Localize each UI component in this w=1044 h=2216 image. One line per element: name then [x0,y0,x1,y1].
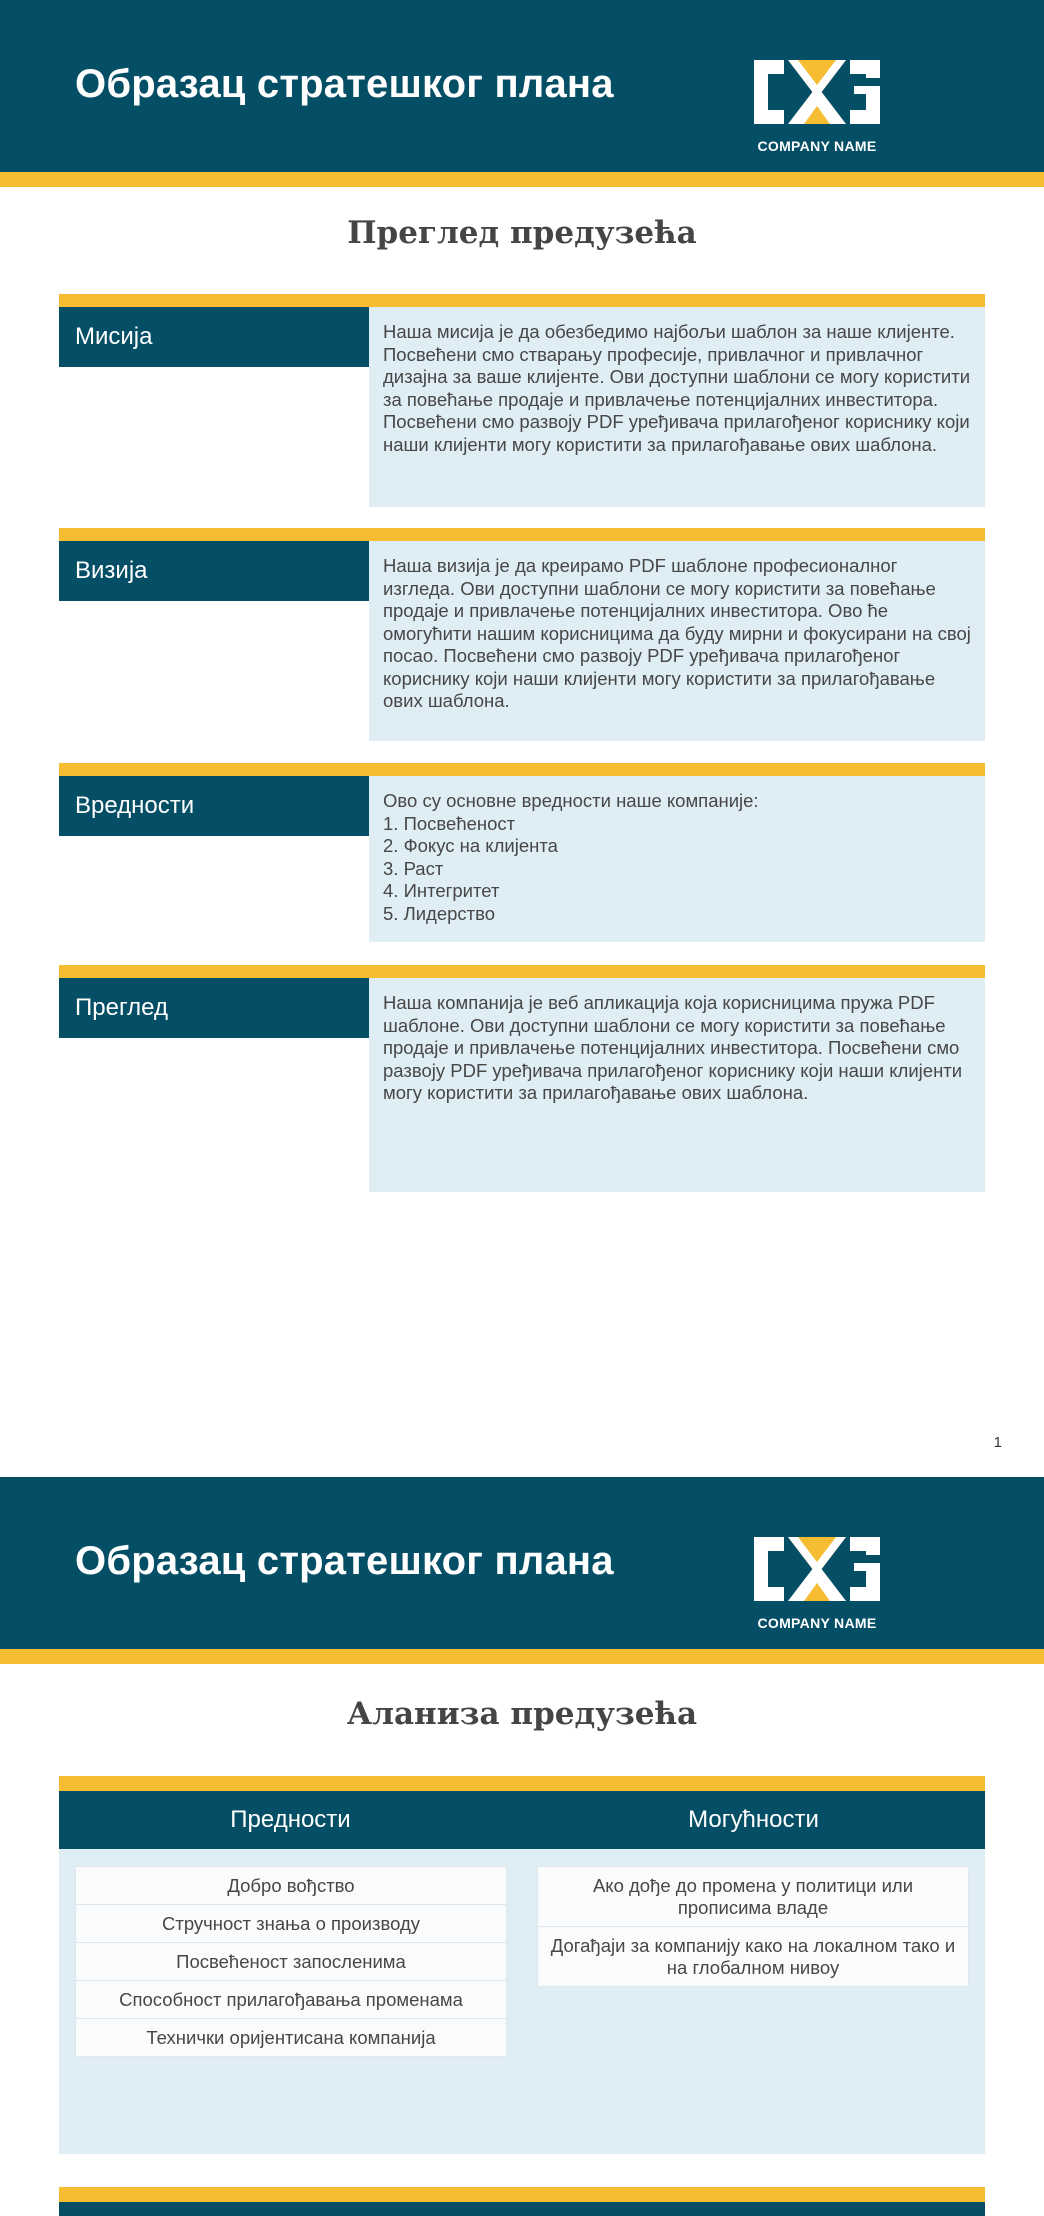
overview-block [59,965,985,1192]
value-item: 5. Лидерство [383,902,496,924]
values-block [59,763,985,942]
document-title: Образац стратешког плана [75,1539,614,1583]
page-header [0,0,1044,172]
swot-block [59,1776,985,2154]
value-item: 4. Интегритет [383,880,500,901]
header-accent-stripe [0,172,1044,187]
page-number: 1 [993,1434,1002,1451]
list-item: Добро вођство [76,1867,506,1905]
list-item: Способност прилагођавања променама [76,1981,506,2019]
logo-company-name: COMPANY NAME [757,1615,877,1631]
header-accent-stripe [0,1649,1044,1664]
section-title: Преглед предузећа [347,215,697,251]
value-item: 3. Раст [383,857,444,879]
strengths-list [75,1866,507,2057]
vision-text: Наша визија је да креирамо PDF шаблоне професионалног изгледа. Ови доступни шаблони се могу користити за повећање продаје и привлачење потенцијалних инвеститора. Ово ће омогућити нашим корисницима да буду мирни и фокусирани на свој посао. Посвећени смо развоју PDF уређивача прилагођеног кориснику који наши клијенти могу користити за прилагођавање ових шаблона. [369,541,985,741]
list-item: Догађаји за компанију како на локалном тако и на глобалном нивоу [550,1935,956,1978]
vision-label: Визија [59,541,369,601]
overview-text: Наша компанија је веб апликација која корисницима пружа PDF шаблоне. Ови доступни шаблони се могу користити за повећање продаје и привлачење потенцијалних инвеститора. Посвећени смо развоју PDF уређивача прилагођеног кориснику који наши клијенти могу користити за прилагођавање ових шаблона. [369,978,985,1192]
block-stripe [59,1776,985,1791]
logo-company-name: COMPANY NAME [757,138,877,154]
company-logo [754,1537,880,1637]
strengths-title: Предности [230,1806,351,1833]
block-stripe [59,294,985,307]
next-block-header [59,2202,985,2216]
document-title: Образац стратешког плана [75,62,614,106]
opportunities-list [537,1866,969,1987]
block-stripe [59,965,985,978]
next-block-stripe [59,2187,985,2202]
list-item: Ако дође до промена у политици или прописима владе [538,1867,968,1927]
block-stripe [59,763,985,776]
block-stripe [59,528,985,541]
page-header [0,1477,1044,1649]
mission-text: Наша мисија је да обезбедимо најбољи шаблон за наше клијенте. Посвећени смо стварању професије, привлачног и привлачног дизајна за ваше клијенте. Ови доступни шаблони се могу користити за повећање продаје и привлачење потенцијалних инвеститора. Посвећени смо развоју PDF уређивача прилагођеног кориснику који наши клијенти могу користити за прилагођавање ових шаблона. [369,307,985,507]
xg-logo-icon [754,60,880,136]
company-logo [754,60,880,160]
list-item: Стручност знања о производу [76,1905,506,1943]
list-item: Посвећеност запосленима [76,1943,506,1981]
value-item: 2. Фокус на клијента [383,835,558,856]
value-item: 1. Посвећеност [383,812,516,834]
swot-body [59,1849,985,2154]
mission-block [59,294,985,507]
mission-label: Мисија [59,307,369,367]
section-title: Аланиза предузећа [346,1696,698,1732]
vision-block [59,528,985,741]
overview-label: Преглед [59,978,369,1038]
list-item: Технички оријентисана компанија [146,2027,436,2048]
opportunities-title: Могућности [688,1806,819,1833]
values-intro: Ово су основне вредности наше компаније: [383,790,759,811]
values-label: Вредности [59,776,369,836]
values-text [369,776,985,942]
swot-header [59,1791,985,1849]
xg-logo-icon [754,1537,880,1613]
